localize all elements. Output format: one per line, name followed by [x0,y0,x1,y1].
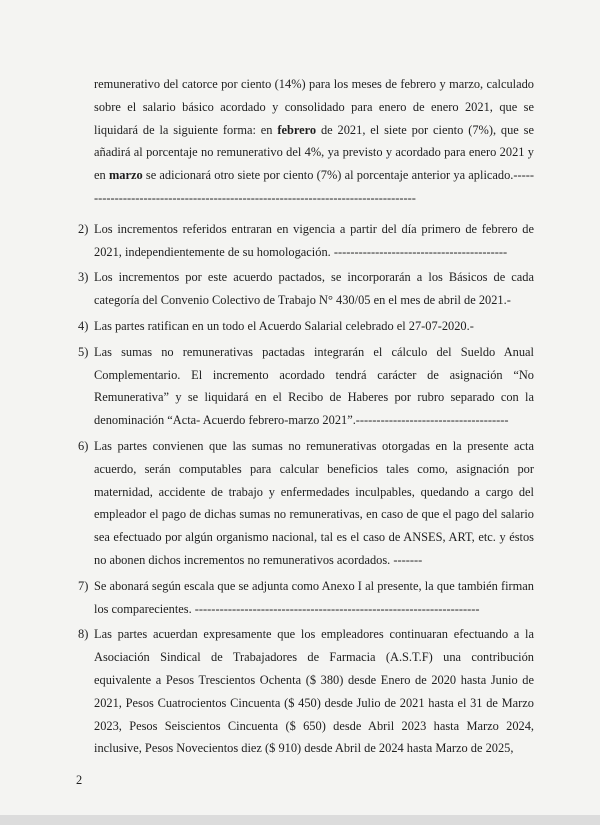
clause-text: Se abonará según escala que se adjunta como Anexo I al presente, la que también firman los comparecientes. --------------------------------------------------------------------- [94,578,534,616]
document-body [78,73,534,763]
list-item [78,315,534,338]
clause-list [78,218,534,760]
clause-number: 7) [78,578,89,593]
intro-paragraph [94,73,534,210]
intro-text-2: de 2021, el siete por ciento (7%), que se añadirá al porcentaje no remunerativo del 4%, ya previsto y acordado para enero 2021 y en [94,122,534,183]
list-item [78,575,534,621]
clause-number: 2) [78,221,89,236]
list-item [78,623,534,760]
list-item [78,435,534,572]
page-bottom-edge [0,815,600,825]
list-item [78,218,534,264]
clause-number: 5) [78,344,89,359]
intro-text-3: se adicionará otro siete por ciento (7%) al porcentaje anterior ya aplicado.----------------------------------------------------------------------------------- [94,168,535,205]
clause-text: Las sumas no remunerativas pactadas integrarán el cálculo del Sueldo Anual Complementario. El incremento acordado tendrá carácter de asignación “No Remunerativa” y se liquidará en el Recibo de Haberes por rubro separado con la denominación “Acta- Acuerdo febrero-marzo 2021”.------------------------------------- [94,344,534,428]
list-item [78,266,534,312]
clause-number: 4) [78,318,89,333]
clause-text: Las partes acuerdan expresamente que los empleadores continuaran efectuando a la Asociación Sindical de Trabajadores de Farmacia (A.S.T.F) una contribución equivalente a Pesos Trescientos Ochenta ($ 380) desde Enero de 2020 hasta Junio de 2021, Pesos Cuatrocientos Cincuenta ($ 450) desde Julio de 2021 hasta el 31 de Marzo 2023, Pesos Seiscientos Cincuenta ($ 650) desde Abril 2023 hasta Marzo 2024, inclusive, Pesos Novecientos diez ($ 910) desde Abril de 2024 hasta Marzo de 2025, [94,627,534,756]
intro-bold-febrero: febrero [277,122,317,137]
clause-text: Las partes convienen que las sumas no remunerativas otorgadas en la presente acta acuerdo, serán computables para calcular beneficios tales como, asignación por maternidad, accidente de trabajo y enfermedades inculpables, quedando a cargo del empleador el pago de dichas sumas no remunerativas, en caso de que el pago del salario sea efectuado por algún organismo nacional, tal es el caso de ANSES, ART, etc. y éstos no abonen dichos incrementos no remunerativos acordados. ------- [94,438,534,567]
clause-text: Los incrementos por este acuerdo pactados, se incorporarán a los Básicos de cada categoría del Convenio Colectivo de Trabajo N° 430/05 en el mes de abril de 2021.- [94,270,534,308]
clause-text: Los incrementos referidos entraran en vigencia a partir del día primero de febrero de 2021, independientemente de su homologación. ------------------------------------------ [94,221,534,259]
clause-number: 3) [78,270,89,285]
clause-number: 8) [78,627,89,642]
list-item [78,341,534,432]
clause-text: Las partes ratifican en un todo el Acuerdo Salarial celebrado el 27-07-2020.- [94,318,474,333]
page-number: 2 [76,773,83,787]
intro-bold-marzo: marzo [108,168,143,183]
clause-number: 6) [78,438,89,453]
intro-text-1: remunerativo del catorce por ciento (14%) para los meses de febrero y marzo, calculado sobre el salario básico acordado y consolidado para enero de enero 2021, que se liquidará de la siguiente forma: en [94,77,534,137]
